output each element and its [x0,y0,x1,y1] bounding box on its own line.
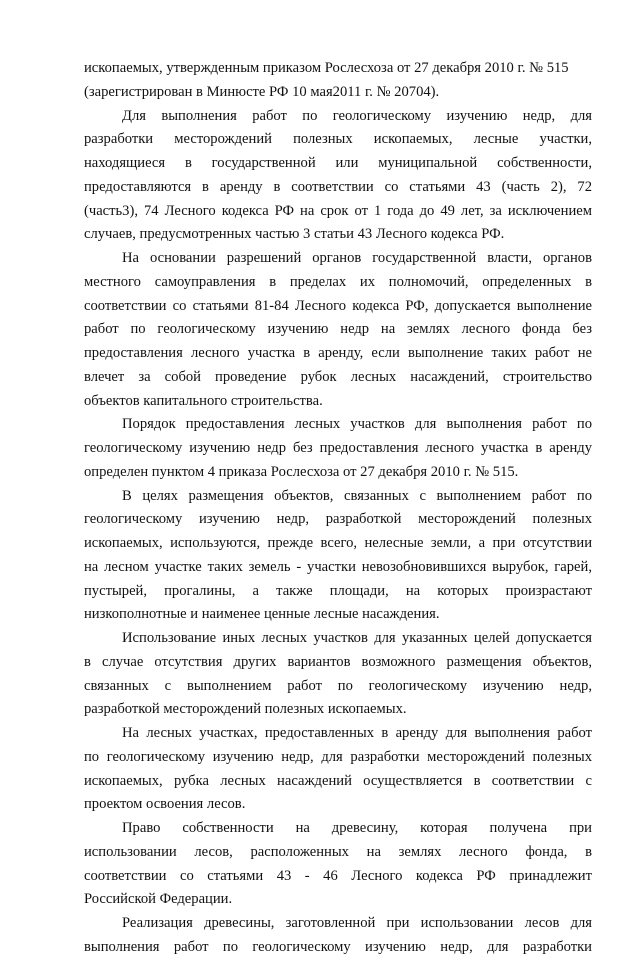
paragraph-first-line: В целях размещения объектов, связанных с выполнением работ по [122,487,592,504]
text-line: случаев, предусмотренных частью 3 статьи 43 Лесного кодекса РФ. [84,226,505,243]
paragraph-first-line: На лесных участках, предоставленных в аренду для выполнения работ [122,725,592,741]
text-line: (зарегистрирован в Минюсте РФ 10 мая2011 г. № 20704). [84,83,440,100]
text-line: связанных с выполнением работ по геологическому изучению недр, [84,677,592,694]
text-line: геологическому изучению недр, разработкой месторождений полезных [84,511,592,528]
text-line: предоставления лесного участка в аренду, если выполнение таких работ не [84,345,592,361]
text-line: определен пунктом 4 приказа Рослесхоза от 27 декабря 2010 г. № 515. [84,463,519,480]
text-line: геологическому изучению недр без предоставления лесного участка в аренду [84,440,592,456]
text-line: низкополнотные и наименее ценные лесные насаждения. [84,606,440,623]
document-body [84,57,592,960]
text-line: ископаемых, утвержденным приказом Рослесхоза от 27 декабря 2010 г. № 515 [84,60,569,76]
text-line: пустырей, прогалины, а также площади, на которых произрастают [84,582,592,599]
paragraph-first-line: Для выполнения работ по геологическому изучению недр, для [122,107,592,124]
paragraph-first-line: Порядок предоставления лесных участков для выполнения работ по [122,416,592,433]
text-line: влечет за собой проведение рубок лесных насаждений, строительство [84,368,592,385]
text-line: объектов капитального строительства. [84,392,323,409]
text-line: местного самоуправления в пределах их полномочий, определенных в [84,273,592,290]
text-line: в случае отсутствия других вариантов возможного размещения объектов, [84,653,592,670]
text-line: предоставляются в аренду в соответствии со статьями 43 (часть 2), 72 [84,178,592,195]
text-line: Российской Федерации. [84,891,233,908]
text-line: (часть3), 74 Лесного кодекса РФ на срок от 1 года до 49 лет, за исключением [84,202,592,219]
text-line: проектом освоения лесов. [84,796,246,813]
text-line: разработкой месторождений полезных ископаемых. [84,701,407,718]
paragraph-first-line: Использование иных лесных участков для указанных целей допускается [122,630,592,646]
text-line: по геологическому изучению недр, для разработки месторождений полезных [84,748,592,765]
paragraph-first-line: Право собственности на древесину, которая получена при [122,820,592,836]
text-line: выполнения работ по геологическому изучению недр, для разработки [84,938,592,955]
text-line: использовании лесов, расположенных на землях лесного фонда, в [84,843,592,860]
text-line: работ по геологическому изучению недр на землях лесного фонда без [84,321,592,338]
text-line: соответствии со статьями 81-84 Лесного кодекса РФ, допускается выполнение [84,297,592,314]
text-line: на лесном участке таких земель - участки невозобновившихся вырубок, гарей, [84,558,592,575]
text-line: ископаемых, используются, прежде всего, нелесные земли, а при отсутствии [84,535,592,551]
paragraph-first-line: На основании разрешений органов государственной власти, органов [122,250,592,266]
paragraph-first-line: Реализация древесины, заготовленной при использовании лесов для [122,915,592,931]
text-line: ископаемых, рубка лесных насаждений осуществляется в соответствии с [84,772,592,789]
text-line: соответствии со статьями 43 - 46 Лесного кодекса РФ принадлежит [84,867,592,884]
text-line: разработки месторождений полезных ископаемых, лесные участки, [84,131,592,148]
text-line: находящиеся в государственной или муниципальной собственности, [84,155,592,171]
